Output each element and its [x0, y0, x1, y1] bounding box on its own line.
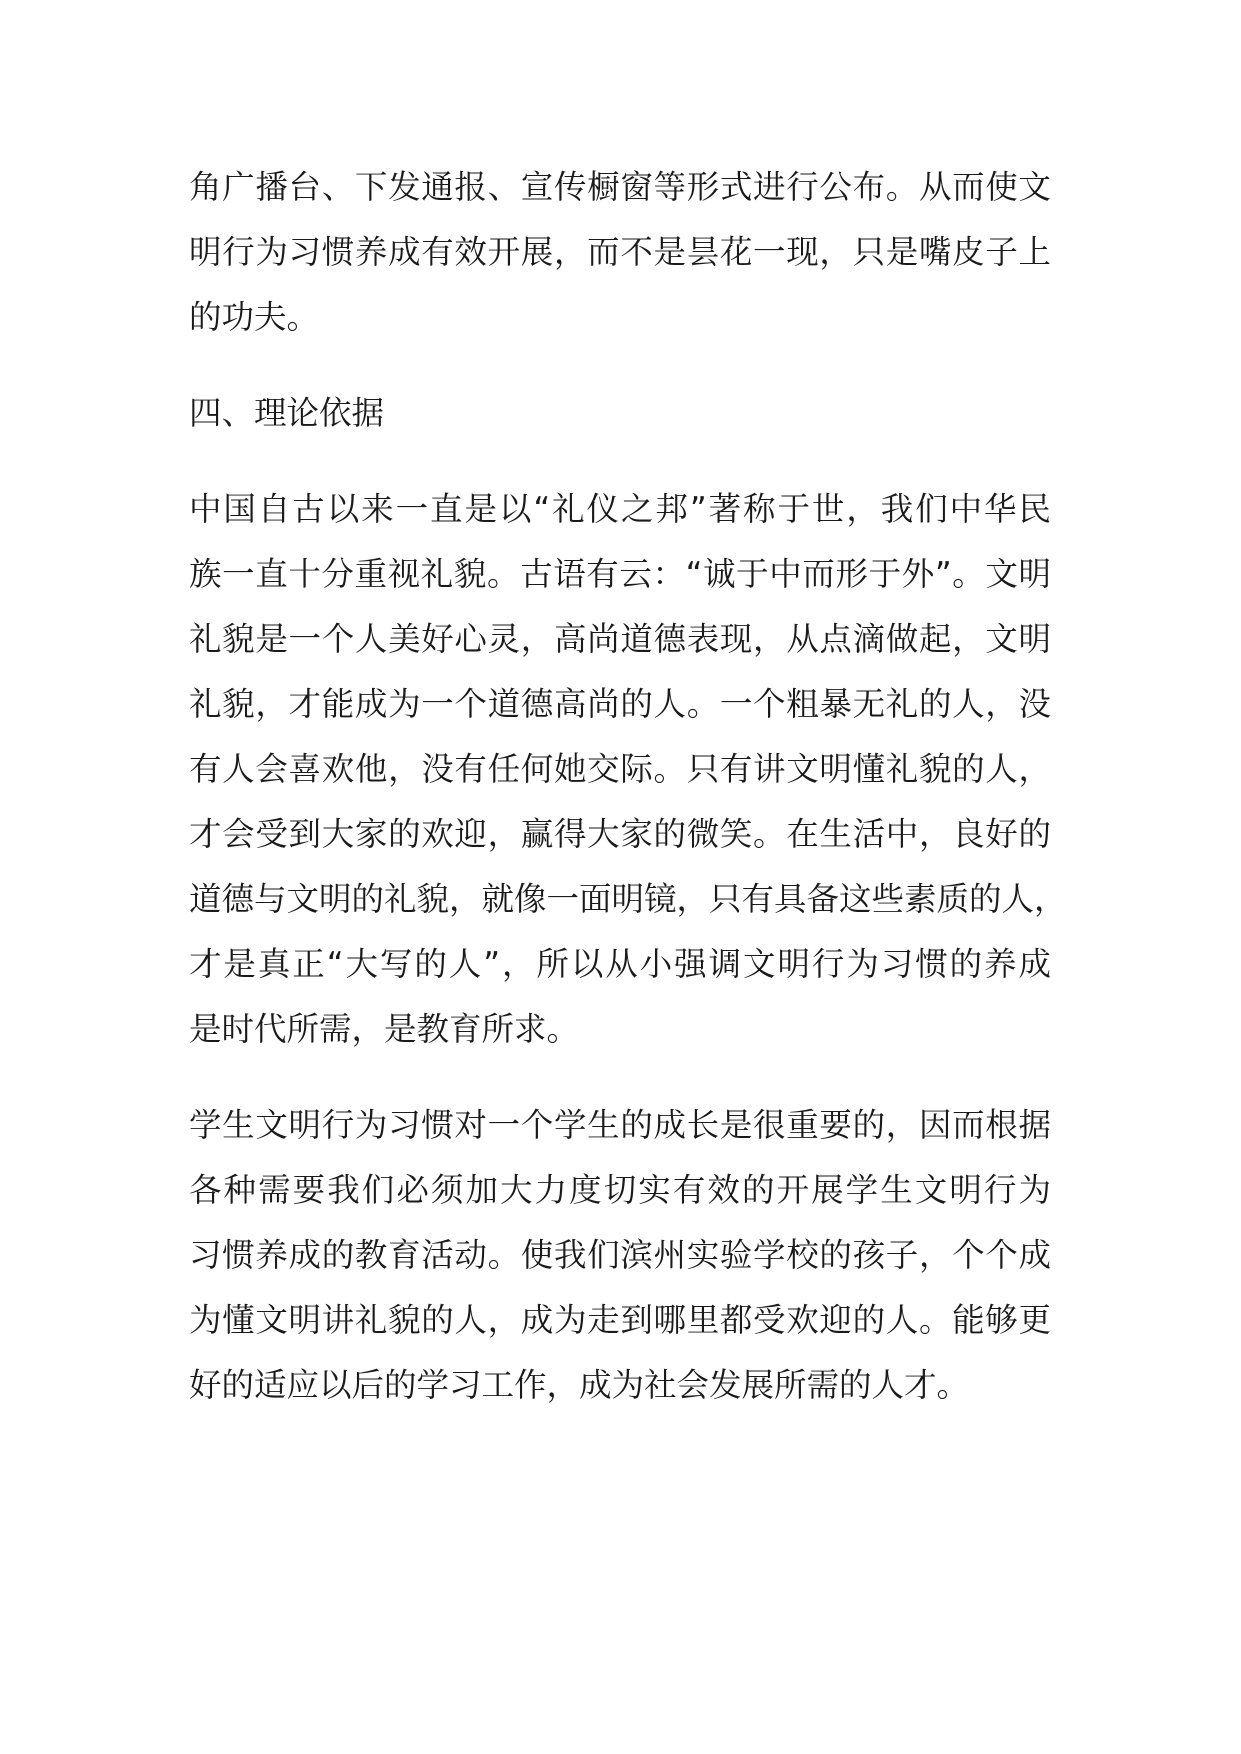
section-heading-text: 四、理论依据 [189, 394, 385, 432]
paragraph-conclusion [189, 1093, 1051, 1418]
text-line: 道德与文明的礼貌，就像一面明镜，只有具备这些素质的人， [189, 880, 1067, 918]
text-line: 礼貌，才能成为一个道德高尚的人。一个粗暴无礼的人，没 [189, 685, 1051, 723]
text-line: 好的适应以后的学习工作，成为社会发展所需的人才。 [189, 1366, 970, 1404]
text-line: 才是真正“大写的人”，所以从小强调文明行为习惯的养成 [189, 945, 1051, 983]
text-line: 习惯养成的教育活动。使我们滨州实验学校的孩子，个个成 [189, 1236, 1051, 1274]
text-line: 学生文明行为习惯对一个学生的成长是很重要的，因而根据 [189, 1106, 1051, 1144]
paragraph-theory [189, 477, 1067, 1062]
document-body [189, 155, 1067, 1418]
text-line: 角广播台、下发通报、宣传橱窗等形式进行公布。从而使文 [189, 168, 1051, 206]
text-line: 各种需要我们必须加大力度切实有效的开展学生文明行为 [189, 1171, 1051, 1209]
text-line: 是时代所需，是教育所求。 [189, 1010, 580, 1048]
text-line: 有人会喜欢他，没有任何她交际。只有讲文明懂礼貌的人， [189, 750, 1051, 788]
section-heading [189, 381, 1051, 446]
text-line: 中国自古以来一直是以“礼仪之邦”著称于世，我们中华民 [189, 490, 1051, 528]
text-line: 为懂文明讲礼貌的人，成为走到哪里都受欢迎的人。能够更 [189, 1301, 1051, 1339]
text-line: 的功夫。 [189, 298, 320, 336]
text-line: 礼貌是一个人美好心灵，高尚道德表现，从点滴做起，文明 [189, 620, 1051, 658]
text-line: 明行为习惯养成有效开展，而不是昙花一现，只是嘴皮子上 [189, 233, 1051, 271]
paragraph-intro-continuation [189, 155, 1051, 350]
text-line: 族一直十分重视礼貌。古语有云：“诚于中而形于外”。文明 [189, 555, 1051, 593]
text-line: 才会受到大家的欢迎，赢得大家的微笑。在生活中，良好的 [189, 815, 1051, 853]
